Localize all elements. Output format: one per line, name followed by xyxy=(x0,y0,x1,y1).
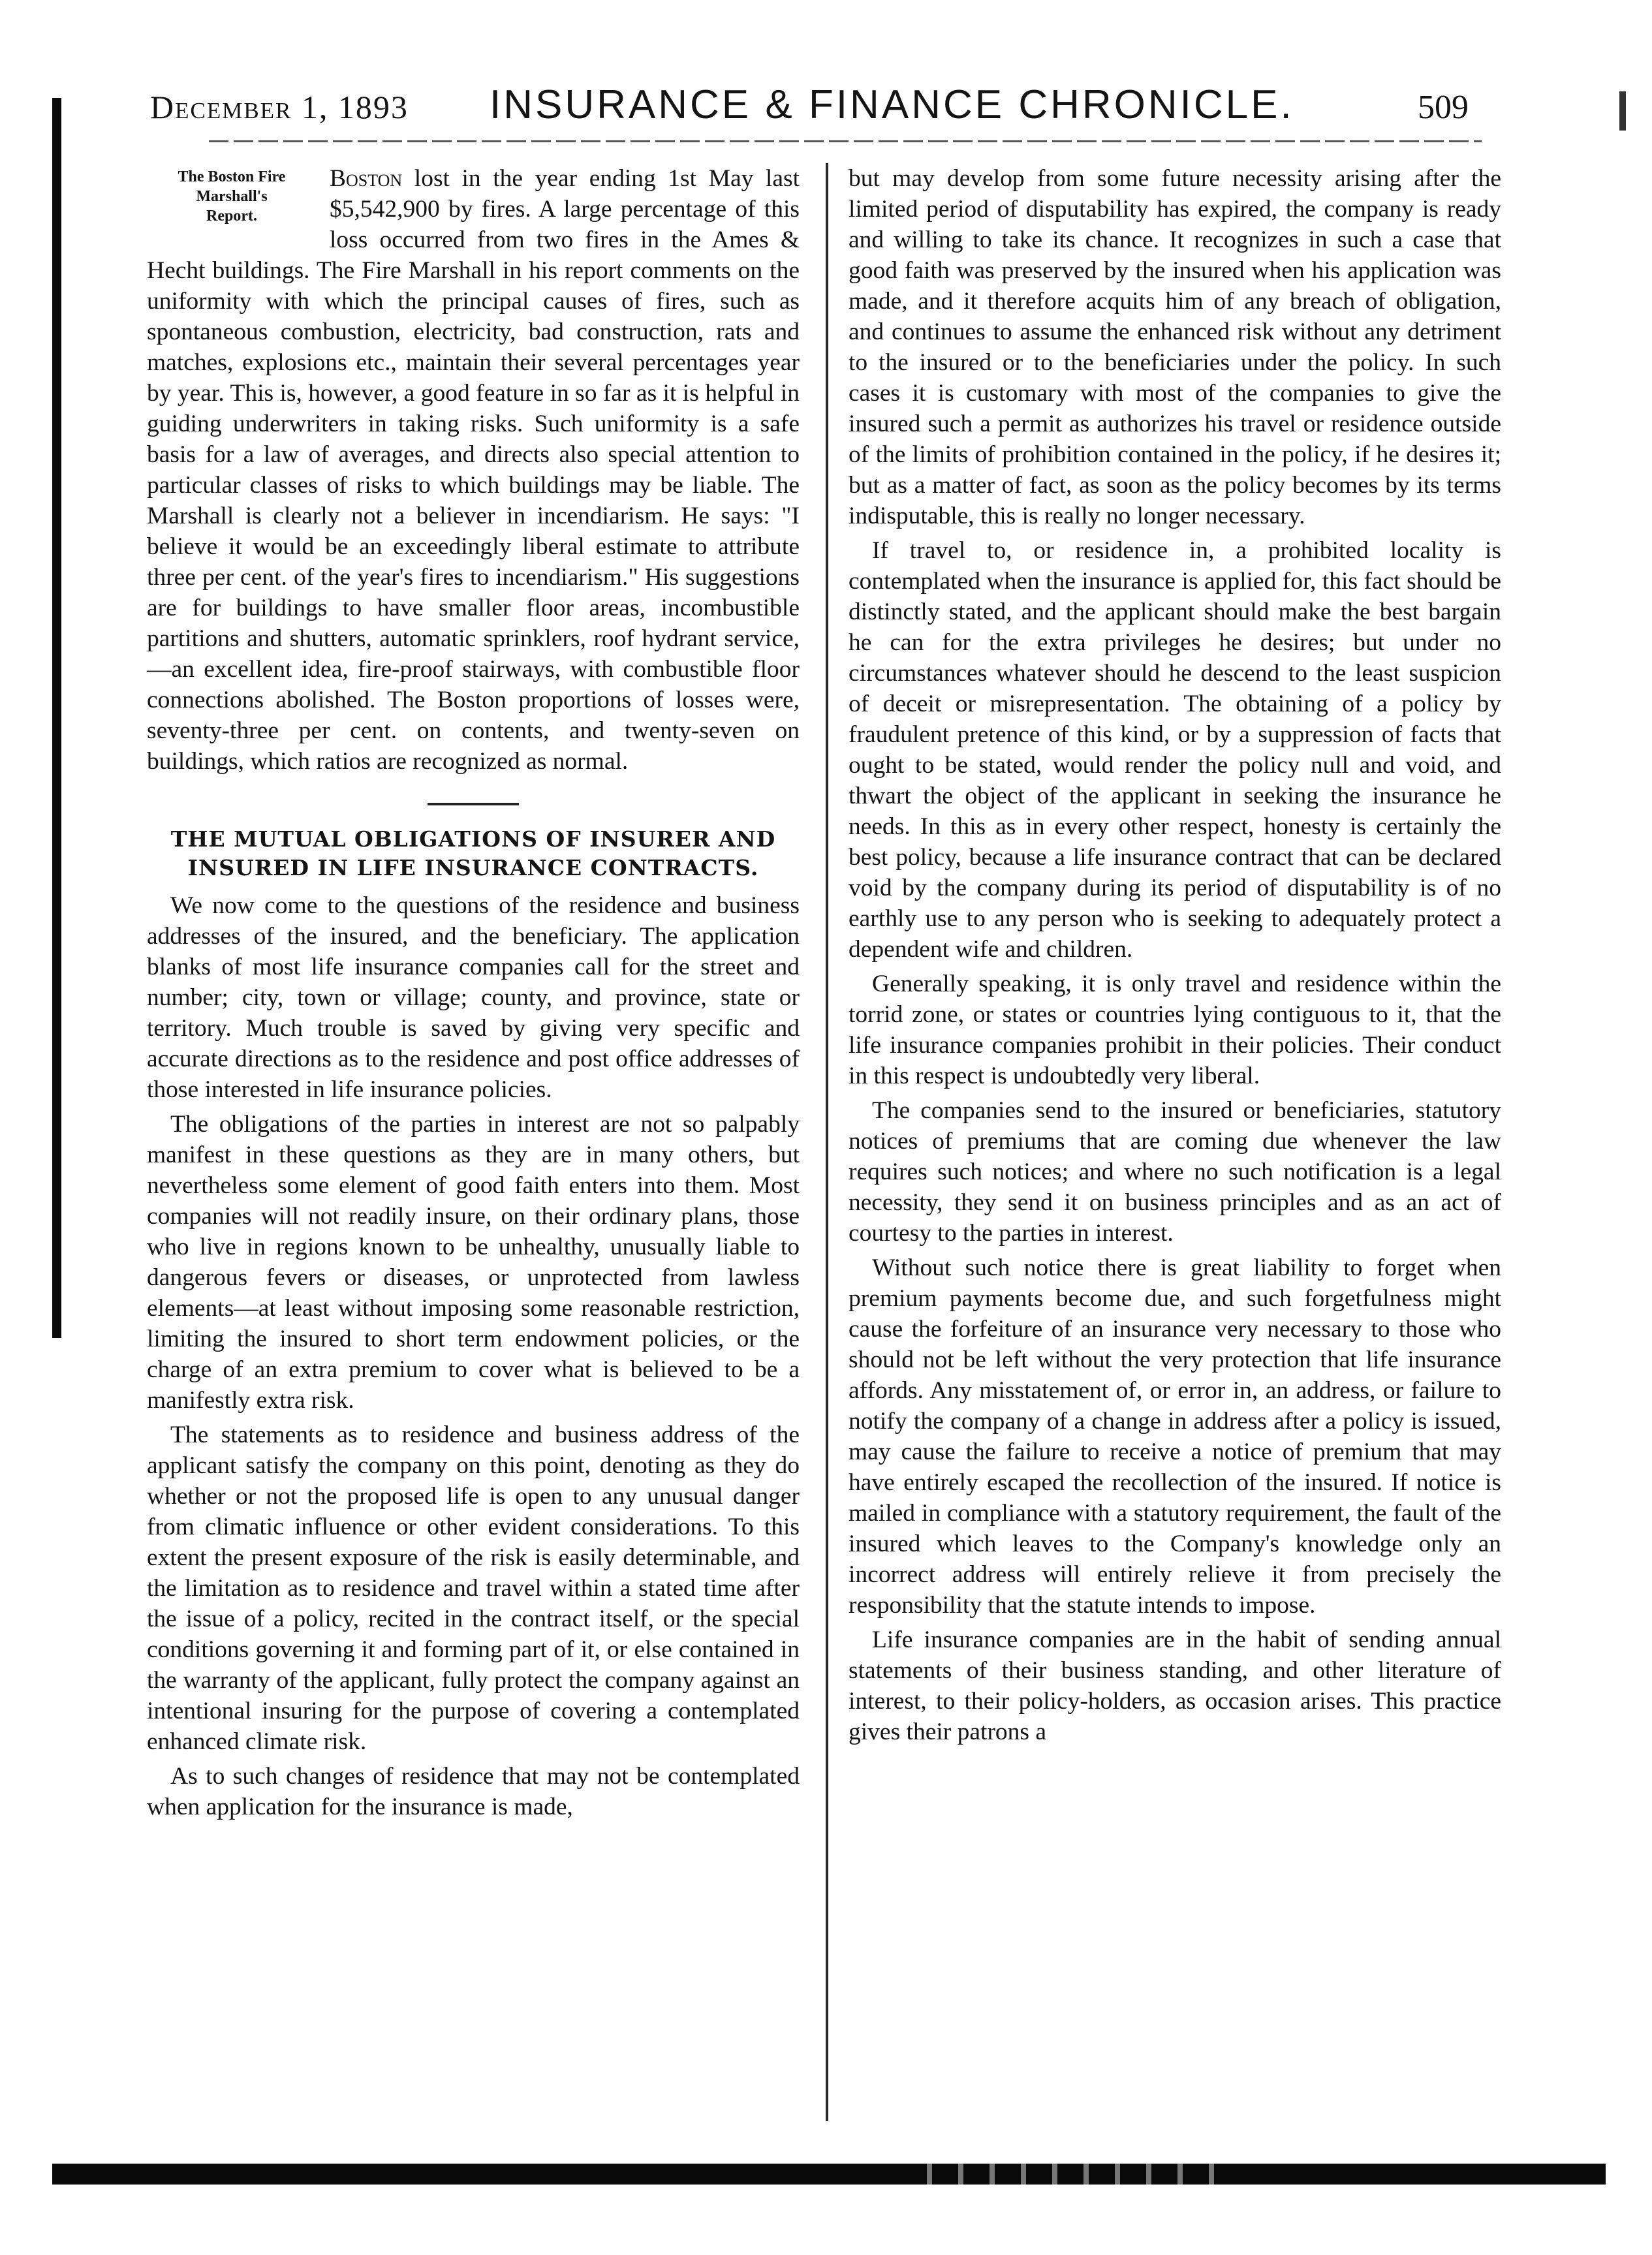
right-column xyxy=(849,163,1501,1751)
lead-word: Boston xyxy=(330,165,403,192)
sidenote-line: Marshall's xyxy=(196,188,268,205)
article-paragraph: If travel to, or residence in, a prohibited locality is contemplated when the insurance is applied for, this fact should be distinctly stated, and the applicant should make the best bargain he can for the extra privileges he desires; but under no circumstances whatever should he descend to the least suspicion of deceit or misrepresentation. The obtaining of a policy by fraudulent pretence of this kind, or by a suppression of facts that ought to be stated, would render the policy null and void, and thwart the object of the applicant in seeking the insurance he needs. In this as in every other respect, honesty is certainly the best policy, because a life insurance contract that can be declared void by the company during its period of disputability is of no earthly use to any person who is seeking to adequately protect a dependent wife and children. xyxy=(849,537,1501,963)
publication-title: INSURANCE & FINANCE CHRONICLE. xyxy=(490,82,1294,127)
header-date: December 1, 1893 xyxy=(150,89,409,125)
article-paragraph: Generally speaking, it is only travel and residence within the torrid zone, or states or countries lying contiguous to it, that the life insurance companies prohibit in their policies. Their conduct in this respect is undoubtedly very liberal. xyxy=(849,971,1501,1089)
article-paragraph: but may develop from some future necessity arising after the limited period of disputability has expired, the company is ready and willing to take its chance. It recognizes in such a case that good faith was preserved by the insured when his application was made, and it therefore acquits him of any breach of obligation, and continues to assume the enhanced risk without any detriment to the insured or to the beneficiaries under the policy. In such cases it is customary with most of the companies to give the insured such a permit as authorizes his travel or residence outside of the limits of prohibition contained in the policy, if he desires it; but as a matter of fact, as soon as the policy becomes by its terms indisputable, this is really no longer necessary. xyxy=(849,165,1501,529)
scan-footer-bar xyxy=(52,2164,1606,2185)
article-paragraph: Life insurance companies are in the habit of sending annual statements of their business standing, and other literature of interest, to their policy-holders, as occasion arises. This practice gives their patrons a xyxy=(849,1626,1501,1745)
scan-corner-mark xyxy=(1619,91,1626,131)
section-divider xyxy=(428,803,519,805)
article-paragraph: As to such changes of residence that may not be contemplated when application for the insurance is made, xyxy=(147,1763,800,1820)
sidenote-line: Report. xyxy=(206,208,257,225)
sidenote-line: The Boston Fire xyxy=(178,168,286,185)
paragraph-text: lost in the year ending 1st May last $5,542,900 by fires. A large percentage of this loss occurred from two fires in the Ames & Hecht buildings. The Fire Marshall in his report comments on the uniformity with which the principal causes of fires, such as spontaneous combustion, electricity, bad construction, rats and matches, explosions etc., maintain their several percentages year by year. This is, however, a good feature in so far as it is helpful in guiding underwriters in taking risks. Such uniformity is a safe basis for a law of averages, and directs also special attention to particular classes of risks to which buildings may be liable. The Marshall is clearly not a believer in incendiarism. He says: "I believe it would be an exceedingly liberal estimate to attribute three per cent. of the year's fires to incendiarism." His suggestions are for buildings to have smaller floor areas, incombustible partitions and shutters, automatic sprinklers, roof hydrant service,—an excellent idea, fire-proof stairways, with combustible floor connections abolished. The Boston proportions of losses were, seventy-three per cent. on contents, and twenty-seven on buildings, which ratios are recognized as normal. xyxy=(147,165,800,775)
page-header xyxy=(150,82,1469,140)
header-rule xyxy=(209,140,1482,142)
fire-marshall-paragraph xyxy=(147,163,800,777)
left-column xyxy=(147,163,800,1826)
column-divider xyxy=(826,163,828,2121)
article-title: THE MUTUAL OBLIGATIONS OF INSURER AND INSURED IN LIFE INSURANCE CONTRACTS. xyxy=(170,826,776,880)
margin-sidenote xyxy=(147,167,317,226)
page-number: 509 xyxy=(1418,89,1469,126)
scan-edge-bar xyxy=(52,98,61,1338)
article-paragraph: The obligations of the parties in interest are not so palpably manifest in these questions as they are in many others, but nevertheless some element of good faith enters into them. Most companies will not readily insure, on their ordinary plans, those who live in regions known to be unhealthy, unusually liable to dangerous fevers or diseases, or unprotected from lawless elements—at least without imposing some reasonable restriction, limiting the insured to short term endowment policies, or the charge of an extra premium to cover what is believed to be a manifestly extra risk. xyxy=(147,1111,800,1414)
article-paragraph: Without such notice there is great liability to forget when premium payments become due, and such forgetfulness might cause the forfeiture of an insurance very necessary to those who should not be left without the very protection that life insurance affords. Any misstatement of, or error in, an address, or failure to notify the company of a change in address after a policy is issued, may cause the failure to receive a notice of premium that may have entirely escaped the recollection of the insured. If notice is mailed in compliance with a statutory requirement, the fault of the insured which leaves to the Company's knowledge only an incorrect address will entirely relieve it from precisely the responsibility that the statute intends to impose. xyxy=(849,1254,1501,1619)
article-paragraph: The companies send to the insured or beneficiaries, statutory notices of premiums that are coming due whenever the law requires such notices; and where no such notification is a legal necessity, they send it on business principles and as an act of courtesy to the parties in interest. xyxy=(849,1097,1501,1247)
article-paragraph: We now come to the questions of the residence and business addresses of the insured, and the beneficiary. The application blanks of most life insurance companies call for the street and number; city, town or village; county, and province, state or territory. Much trouble is saved by giving very specific and accurate directions as to the residence and post office addresses of those interested in life insurance policies. xyxy=(147,892,800,1103)
article-paragraph: The statements as to residence and business address of the applicant satisfy the company on this point, denoting as they do whether or not the proposed life is open to any unusual danger from climatic influence or other evident considerations. To this extent the present exposure of the risk is easily determinable, and the limitation as to residence and travel within a stated time after the issue of a policy, recited in the contract itself, or the special conditions governing it and forming part of it, or else contained in the warranty of the applicant, fully protect the company against an intentional insuring for the purpose of covering a contemplated enhanced climate risk. xyxy=(147,1422,800,1755)
